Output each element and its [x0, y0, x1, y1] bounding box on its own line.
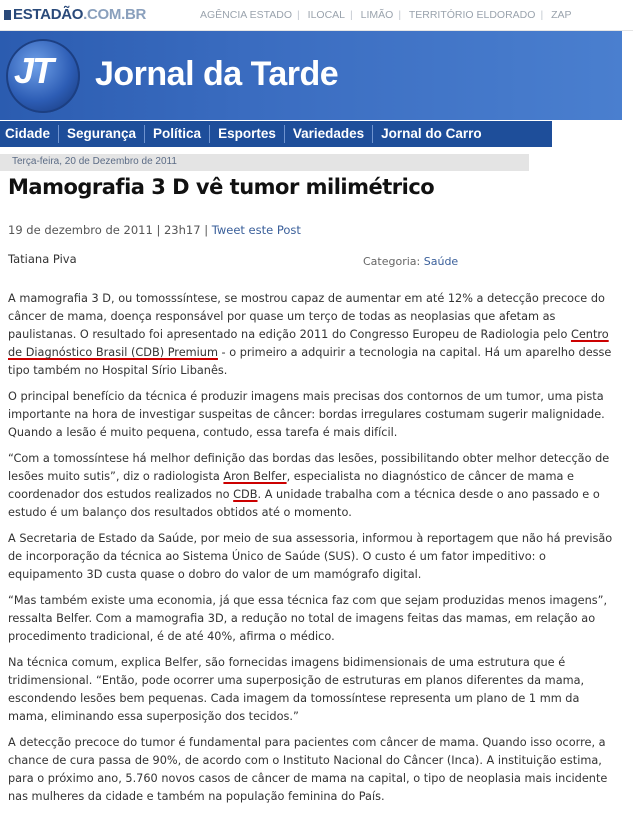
category-label: Categoria:: [363, 255, 421, 268]
paragraph-text: A mamografia 3 D, ou tomosssíntese, se mostrou capaz de aumentar em até 12% a detecção precoce do câncer de mama, doença responsável por quase um terço de todas as neoplasias que afetam as paulistanas. O resultado foi apresentado na edição 2011 do Congresso Europeu de Radiologia pelo: [8, 292, 605, 341]
top-bar: [0, 0, 633, 31]
link-cdb-premium[interactable]: Centro de Diagnóstico Brasil (CDB) Premium: [8, 328, 609, 359]
top-link-territorio-eldorado[interactable]: TERRITÓRIO ELDORADO: [408, 9, 536, 21]
article-paragraph: A Secretaria de Estado da Saúde, por meio de sua assessoria, informou à reportagem que não há previsão de incorporação da técnica ao Sistema Único de Saúde (SUS). O custo é um fator impeditivo: o equipamento 3D custa quase o dobro do valor de um mamógrafo digital.: [8, 532, 613, 581]
estadao-logo-mark-icon: [4, 10, 11, 20]
nav-item-cidade[interactable]: Cidade: [0, 125, 59, 143]
top-link-ilocal[interactable]: ILOCAL: [307, 9, 346, 21]
article-time: 23h17: [163, 223, 201, 237]
separator: |: [350, 9, 353, 21]
nav-item-variedades[interactable]: Variedades: [285, 125, 373, 143]
paragraph-text: “Com a tomossíntese há melhor definição das bordas das lesões, possibilitando obter melhor detecção de lesões muito sutis”, diz o radiologista: [8, 452, 610, 483]
article-paragraph: O principal benefício da técnica é produzir imagens mais precisas dos contornos de um tumor, uma pista importante na hora de investigar suspeitas de câncer: bordas irregulares costumam sugerir malignidade. Quando a lesão é muito pequena, contudo, essa tarefa é mais difícil.: [8, 390, 605, 439]
nav-item-esportes[interactable]: Esportes: [210, 125, 285, 143]
separator: |: [156, 223, 164, 237]
separator: |: [398, 9, 402, 21]
article-paragraph: A detecção precoce do tumor é fundamental para pacientes com câncer de mama. Quando isso ocorre, a chance de cura passa de 90%, de acordo com o Instituto Nacional do Câncer (Inca). A instituição estima, para o próximo ano, 5.760 novos casos de câncer de mama na capital, o tipo de neoplasia mais incidente nas mulheres da cidade e também na população feminina do País.: [8, 736, 608, 803]
top-link-zap[interactable]: ZAP: [551, 9, 572, 21]
article-paragraph: Na técnica comum, explica Belfer, são fornecidas imagens bidimensionais de uma estrutura que é tridimensional. “Então, pode ocorrer uma superposição de estruturas em planos diferentes da mama, escondendo lesões bem pequenas. Cada imagem da tomossíntese representa um plano de 1 mm da mama, eliminando essa superposição dos tecidos.”: [8, 656, 585, 723]
estadao-logo-text: ESTADÃO: [13, 6, 84, 23]
article-category: [363, 255, 458, 268]
separator: |: [297, 9, 300, 21]
main-nav: [0, 121, 552, 147]
category-link[interactable]: Saúde: [423, 255, 459, 268]
nav-item-seguranca[interactable]: Segurança: [59, 125, 145, 143]
nav-item-politica[interactable]: Política: [145, 125, 210, 143]
paragraph-text: , especialista no diagnóstico de câncer de mama e coordenador dos estudos realizados no: [8, 470, 574, 501]
article-author: Tatiana Piva: [8, 252, 77, 266]
top-links: [200, 9, 572, 21]
article-paragraph: [8, 450, 622, 522]
estadao-logo-domain: .COM.BR: [83, 6, 147, 23]
site-title[interactable]: Jornal da Tarde: [95, 55, 339, 93]
article-headline: Mamografia 3 D vê tumor milimétrico: [8, 175, 435, 199]
article-body: [8, 290, 622, 814]
separator: |: [204, 223, 212, 237]
separator: |: [540, 9, 544, 21]
top-link-agencia-estado[interactable]: AGÊNCIA ESTADO: [200, 9, 292, 21]
current-date: Terça-feira, 20 de Dezembro de 2011: [12, 156, 177, 167]
article-meta: [8, 223, 301, 237]
paragraph-text: . A unidade trabalha com a técnica desde o ano passado e o estudo é um balanço dos resultados obtidos até o momento.: [8, 488, 600, 519]
date-bar: [0, 154, 529, 171]
article-paragraph: [8, 290, 622, 380]
paragraph-text: - o primeiro a adquirir a tecnologia na capital. Há um aparelho desse tipo também no Hospital Sírio Libanês.: [8, 346, 612, 377]
nav-item-jornal-do-carro[interactable]: Jornal do Carro: [381, 126, 482, 141]
estadao-logo[interactable]: [4, 6, 146, 23]
article-paragraph: “Mas também existe uma economia, já que essa técnica faz com que sejam produzidas menos imagens”, ressalta Belfer. Com a mamografia 3D, a redução no total de imagens feitas das mamas, em relação ao procedimento tradicional, é de até 40%, afirma o médico.: [8, 594, 608, 643]
article-date: 19 de dezembro de 2011: [8, 223, 153, 237]
jt-logo-text: JT: [14, 50, 53, 91]
link-aron-belfer[interactable]: Aron Belfer: [223, 470, 287, 483]
tweet-link[interactable]: Tweet este Post: [211, 223, 301, 237]
top-link-limao[interactable]: LIMÃO: [360, 9, 394, 21]
site-banner: [0, 31, 622, 120]
link-cdb[interactable]: CDB: [233, 488, 258, 501]
